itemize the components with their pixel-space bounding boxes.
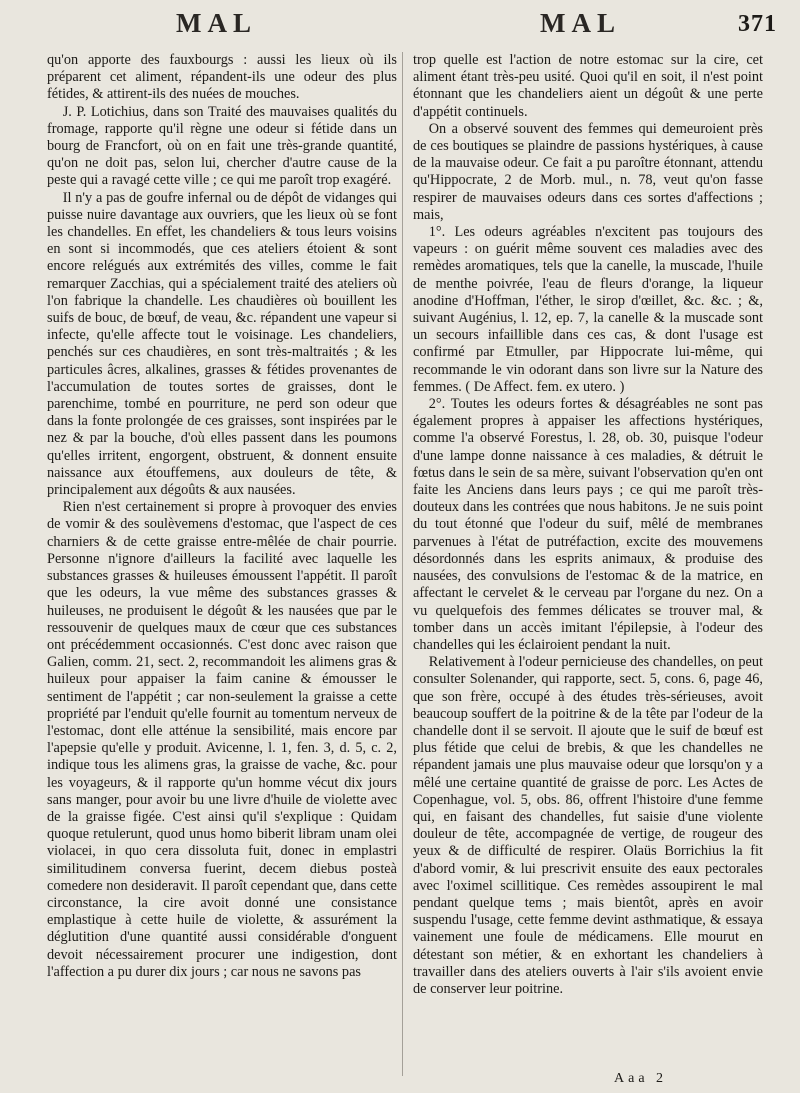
right-column xyxy=(413,52,763,998)
left-column xyxy=(47,52,397,981)
paragraph: Rien n'est certainement si propre à provoquer des envies de vomir & des soulèvemens d'estomac, que l'aspect de ces charniers & de cette graisse entre-mêlée de chair pourrie. Personne n'ignore d'ailleurs la facilité avec laquelle les substances grasses & huileuses émoussent l'appétit. Il paroît que les odeurs, la vue même des substances grasses & huileuses, ne produisent le dégoût & les nausées que par le ressouvenir de quelques maux de cœur que ces substances ont précédemment occasionnés. C'est donc avec raison que Galien, comm. 21, sect. 2, recommandoit les alimens gras & huileux pour appaiser la faim canine & émousser le sentiment de l'appétit ; car non-seulement la graisse a cette propriété par l'enduit qu'elle fournit au tomentum nerveux de l'estomac, dont elle atténue la sensibilité, mais encore par l'apepsie qu'elle y produit. Avicenne, l. 1, fen. 3, d. 5, c. 2, indique tous les alimens gras, la graisse de vache, &c. pour les voyageurs, & il rapporte qu'un homme vécut dix jours sans manger, pour avoir bu une livre d'huile de violette avec de la graisse figée. C'est ainsi qu'il s'explique : Quidam quoque retulerunt, quod unus homo biberit libram unam olei violacei, in quo cera dissoluta fuit, donec in emplastri similitudinem conversa fuerint, decem diebus posteà comedere non desideravit. Il paroît cependant que, dans cette circonstance, la cire avoit donné une consistance emplastique à cette huile de violette, & assurément la déglutition d'une quantité aussi considérable d'onguent devoit nécessairement procurer une indigestion, dont l'affection a pu durer dix jours ; car nous ne savons pas xyxy=(47,499,397,980)
paragraph: On a observé souvent des femmes qui demeuroient près de ces boutiques se plaindre de passions hystériques, à cause de la mauvaise odeur. Ce fait a pu paroître étonnant, attendu qu'Hippocrate, 2 de Morb. mul., n. 78, veut qu'on fasse respirer de mauvaises odeurs dans ces sortes d'affections ; mais, xyxy=(413,120,763,223)
paragraph: 2°. Toutes les odeurs fortes & désagréables ne sont pas également propres à appaiser les affections hystériques, comme l'a observé Forestus, l. 28, ob. 30, puisque l'odeur d'une lampe donne naissance à ces maladies, & détruit le fœtus dans le sein de sa mère, suivant l'observation qu'en ont faite les Anciens dans leurs pays ; ce qui me paroît très-douteux dans les contrées que nous habitons. Je ne suis point du tout étonné que l'odeur du suif, mêlé de membranes parvenues à l'état de putréfaction, excite des mouvemens désordonnés dans les esprits animaux, & produise des nausées, des convulsions de l'estomac & de la matrice, en affectant le cervelet & le cerveau par l'organe du nez. On a vu quelquefois des femmes délicates se trouver mal, & tomber dans un accès imitant l'épilepsie, à l'odeur des chandelles qui les éclairoient pendant la nuit. xyxy=(413,396,763,653)
paragraph: trop quelle est l'action de notre estomac sur la cire, cet aliment étant très-peu usité. Quoi qu'il en soit, il n'est point étonnant que les chandeliers aient un dégoût & une perte d'appétit continuels. xyxy=(413,52,763,120)
paragraph: Relativement à l'odeur pernicieuse des chandelles, on peut consulter Solenander, qui rapporte, sect. 5, cons. 6, page 46, que son frère, occupé à des études très-sérieuses, avoit beaucoup souffert de la poitrine & de la tête par l'odeur de la chandelle dont il se servoit. Il ajoute que le suif de bœuf est plus fétide que celui de brebis, & que les chandelles ne répandent jamais une plus mauvaise odeur que lorsqu'on y a mêlé une certaine quantité de graisse de porc. Les Actes de Copenhague, vol. 5, obs. 86, offrent l'histoire d'une femme qui, en faisant des chandelles, fut saisie d'une violente douleur de tête, accompagnée de vertige, de rougeur des yeux & de difficulté de respirer. Olaüs Borrichius la fit d'abord vomir, & lui prescrivit ensuite des eaux pectorales avec l'oximel scillitique. Ces remèdes assoupirent le mal pendant quelque tems ; mais bientôt, après en avoir suspendu l'usage, cette femme devint asthmatique, & essaya vainement une foule de médicamens. Elle mourut en détestant son métier, & en exhortant les chandeliers à travailler dans des ateliers ouverts à l'air s'ils avoient envie de conserver leur poitrine. xyxy=(413,654,763,997)
running-head-right: MAL xyxy=(540,8,621,38)
page-number: 371 xyxy=(738,11,777,37)
column-divider xyxy=(402,52,403,1076)
printer-signature: Aaa 2 xyxy=(614,1071,668,1086)
paragraph: 1°. Les odeurs agréables n'excitent pas toujours des vapeurs : on guérit même souvent ces maladies avec des remèdes aromatiques, tels que la canelle, la muscade, l'huile de menthe poivrée, l'eau de fleurs d'orange, la liqueur anodine d'Hoffman, l'éther, le sirop d'œillet, &c. &c. ; &, suivant Augénius, l. 12, ep. 7, la canelle & la muscade sont un secours infaillible dans ces cas, & dont l'usage est confirmé par Etmuller, par Hippocrate lui-même, qui recommande le vin odorant dans son livre sur la Nature des femmes. ( De Affect. fem. ex utero. ) xyxy=(413,224,763,395)
paragraph: qu'on apporte des fauxbourgs : aussi les lieux où ils préparent cet aliment, répandent-ils une odeur des plus fétides, & attirent-ils des nuées de mouches. xyxy=(47,52,397,103)
paragraph: J. P. Lotichius, dans son Traité des mauvaises qualités du fromage, rapporte qu'il règne une odeur si fétide dans un bourg de Francfort, où on en fait une très-grande quantité, qu'on ne doit pas, selon lui, chercher d'autre cause de la peste qui a ravagé cette ville ; ce qui me paroît trop exagéré. xyxy=(47,103,397,189)
running-head-left: MAL xyxy=(176,8,257,38)
paragraph: Il n'y a pas de goufre infernal ou de dépôt de vidanges qui puisse nuire davantage aux ouvriers, que les lieux où se font les chandelles. En effet, les chandeliers & tous leurs voisins en sont si incommodés, que ces ateliers étoient & sont encore relégués aux extrémités des villes, comme le fait remarquer Zacchias, qui a spécialement traité des ateliers où l'on fabrique la chandelle. Les chaudières où bouillent les suifs de bouc, de bœuf, de veau, &c. répandent une vapeur si infecte, qu'elle affecte tout le voisinage. Les chandeliers, penchés sur ces chaudières, en sont très-maltraités ; & les particules âcres, alkalines, grasses & fétides provenantes de l'accumulation de toutes sortes de graisses, dont le parenchime, tombé en pourriture, ne perd son odeur que dans la fonte prolongée de ces graisses, sont inspirées par le nez & par la bouche, d'où elles passent dans les poumons qu'elles irritent, engorgent, obstruent, & donnent ensuite naissance aux étouffemens, aux douleurs de tête, & principalement aux dégoûts & aux nausées. xyxy=(47,189,397,499)
